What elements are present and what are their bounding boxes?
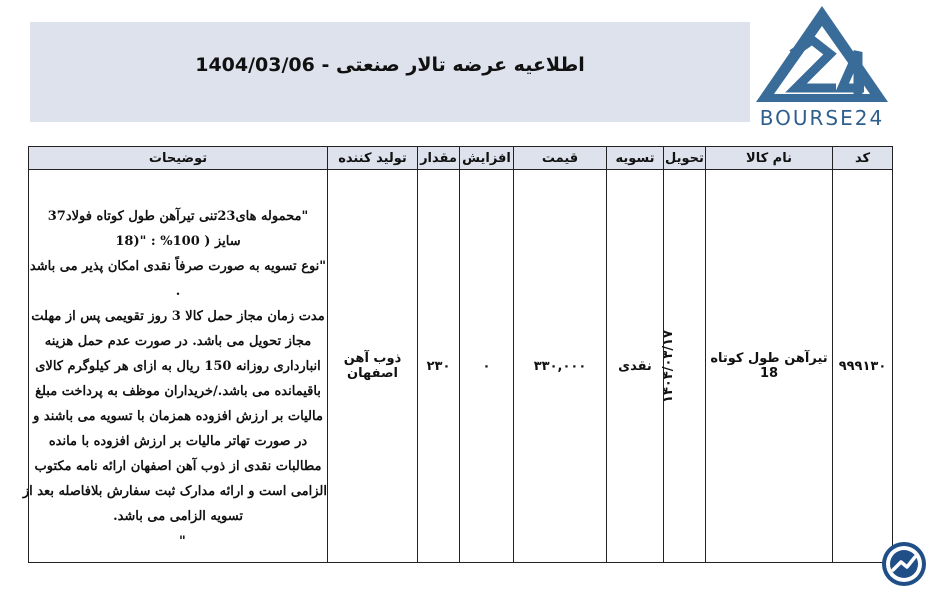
header-code: کد <box>833 147 893 170</box>
description-line: مطالبات نقدی از ذوب آهن اصفهان ارائه نامه مکتوب <box>34 458 322 474</box>
cell-increase: ۰ <box>460 170 514 563</box>
bourse24-trend-icon <box>880 540 928 588</box>
logo-text: BOURSE24 <box>759 106 885 130</box>
product-name: تیرآهن طول کوتاه 18 <box>710 351 828 381</box>
description-line: در صورت تهاتر مالیات بر ارزش افزوده با مانده <box>48 433 308 449</box>
cell-settlement: نقدی <box>607 170 664 563</box>
cell-description <box>22 170 328 563</box>
description-line: . <box>175 283 181 299</box>
description-line: مدت زمان مجاز حمل کالا 3 روز تقویمی پس از مهلت <box>31 308 325 324</box>
description-line: مالیات بر ارزش افزوده همزمان با تسویه می باشند و <box>33 408 323 424</box>
cell-code: ۹۹۹۱۳۰ <box>833 170 893 563</box>
description-line: باقیمانده می باشد./خریداران موظف به پرداخت مبلغ <box>35 383 321 399</box>
cell-product <box>706 170 833 563</box>
header-quantity: مقدار <box>418 147 460 170</box>
bourse24-logo <box>752 4 892 130</box>
page-title: اطلاعیه عرضه تالار صنعتی - 1404/03/06 <box>195 54 585 76</box>
cell-delivery <box>661 170 706 563</box>
description-line: الزامی است و ارائه مدارک ثبت سفارش بلافاصله بعد از <box>22 483 327 499</box>
header-increase: افزایش <box>460 147 514 170</box>
header-description: توضیحات <box>29 147 328 170</box>
description-line: انبارداری روزانه 150 ریال به ازای هر کیلوگرم کالای <box>35 358 321 374</box>
offer-table <box>22 146 893 563</box>
bourse24-logo-mark-icon <box>752 4 892 106</box>
description-line: سایز ( 100% : "(18 <box>115 233 241 249</box>
header-delivery: تحویل <box>664 147 706 170</box>
cell-producer: ذوب آهن اصفهان <box>328 170 418 563</box>
description-line: "نوع تسویه به صورت صرفاً نقدی امکان پذیر می باشد <box>29 258 327 274</box>
header-price: قیمت <box>514 147 607 170</box>
delivery-date: ۱۴۰۴/۰۳/۱۷ <box>661 329 677 403</box>
table-header-row <box>29 147 893 170</box>
table-row <box>29 170 893 563</box>
header-settlement: تسویه <box>607 147 664 170</box>
description-line: مجاز تحویل می باشد. در صورت عدم حمل هزینه <box>44 333 312 349</box>
header-producer: تولید کننده <box>328 147 418 170</box>
cell-price: ۳۳۰,۰۰۰ <box>514 170 607 563</box>
description-line: "محموله های23تنی تیرآهن طول کوتاه فولاد37 <box>47 208 309 224</box>
cell-quantity: ۲۳۰ <box>418 170 460 563</box>
description-line: تسویه الزامی می باشد. <box>113 508 243 524</box>
header-band <box>30 22 750 122</box>
description-closing-quote: " <box>179 534 186 549</box>
bourse24-badge <box>880 540 928 588</box>
header-product: نام کالا <box>706 147 833 170</box>
